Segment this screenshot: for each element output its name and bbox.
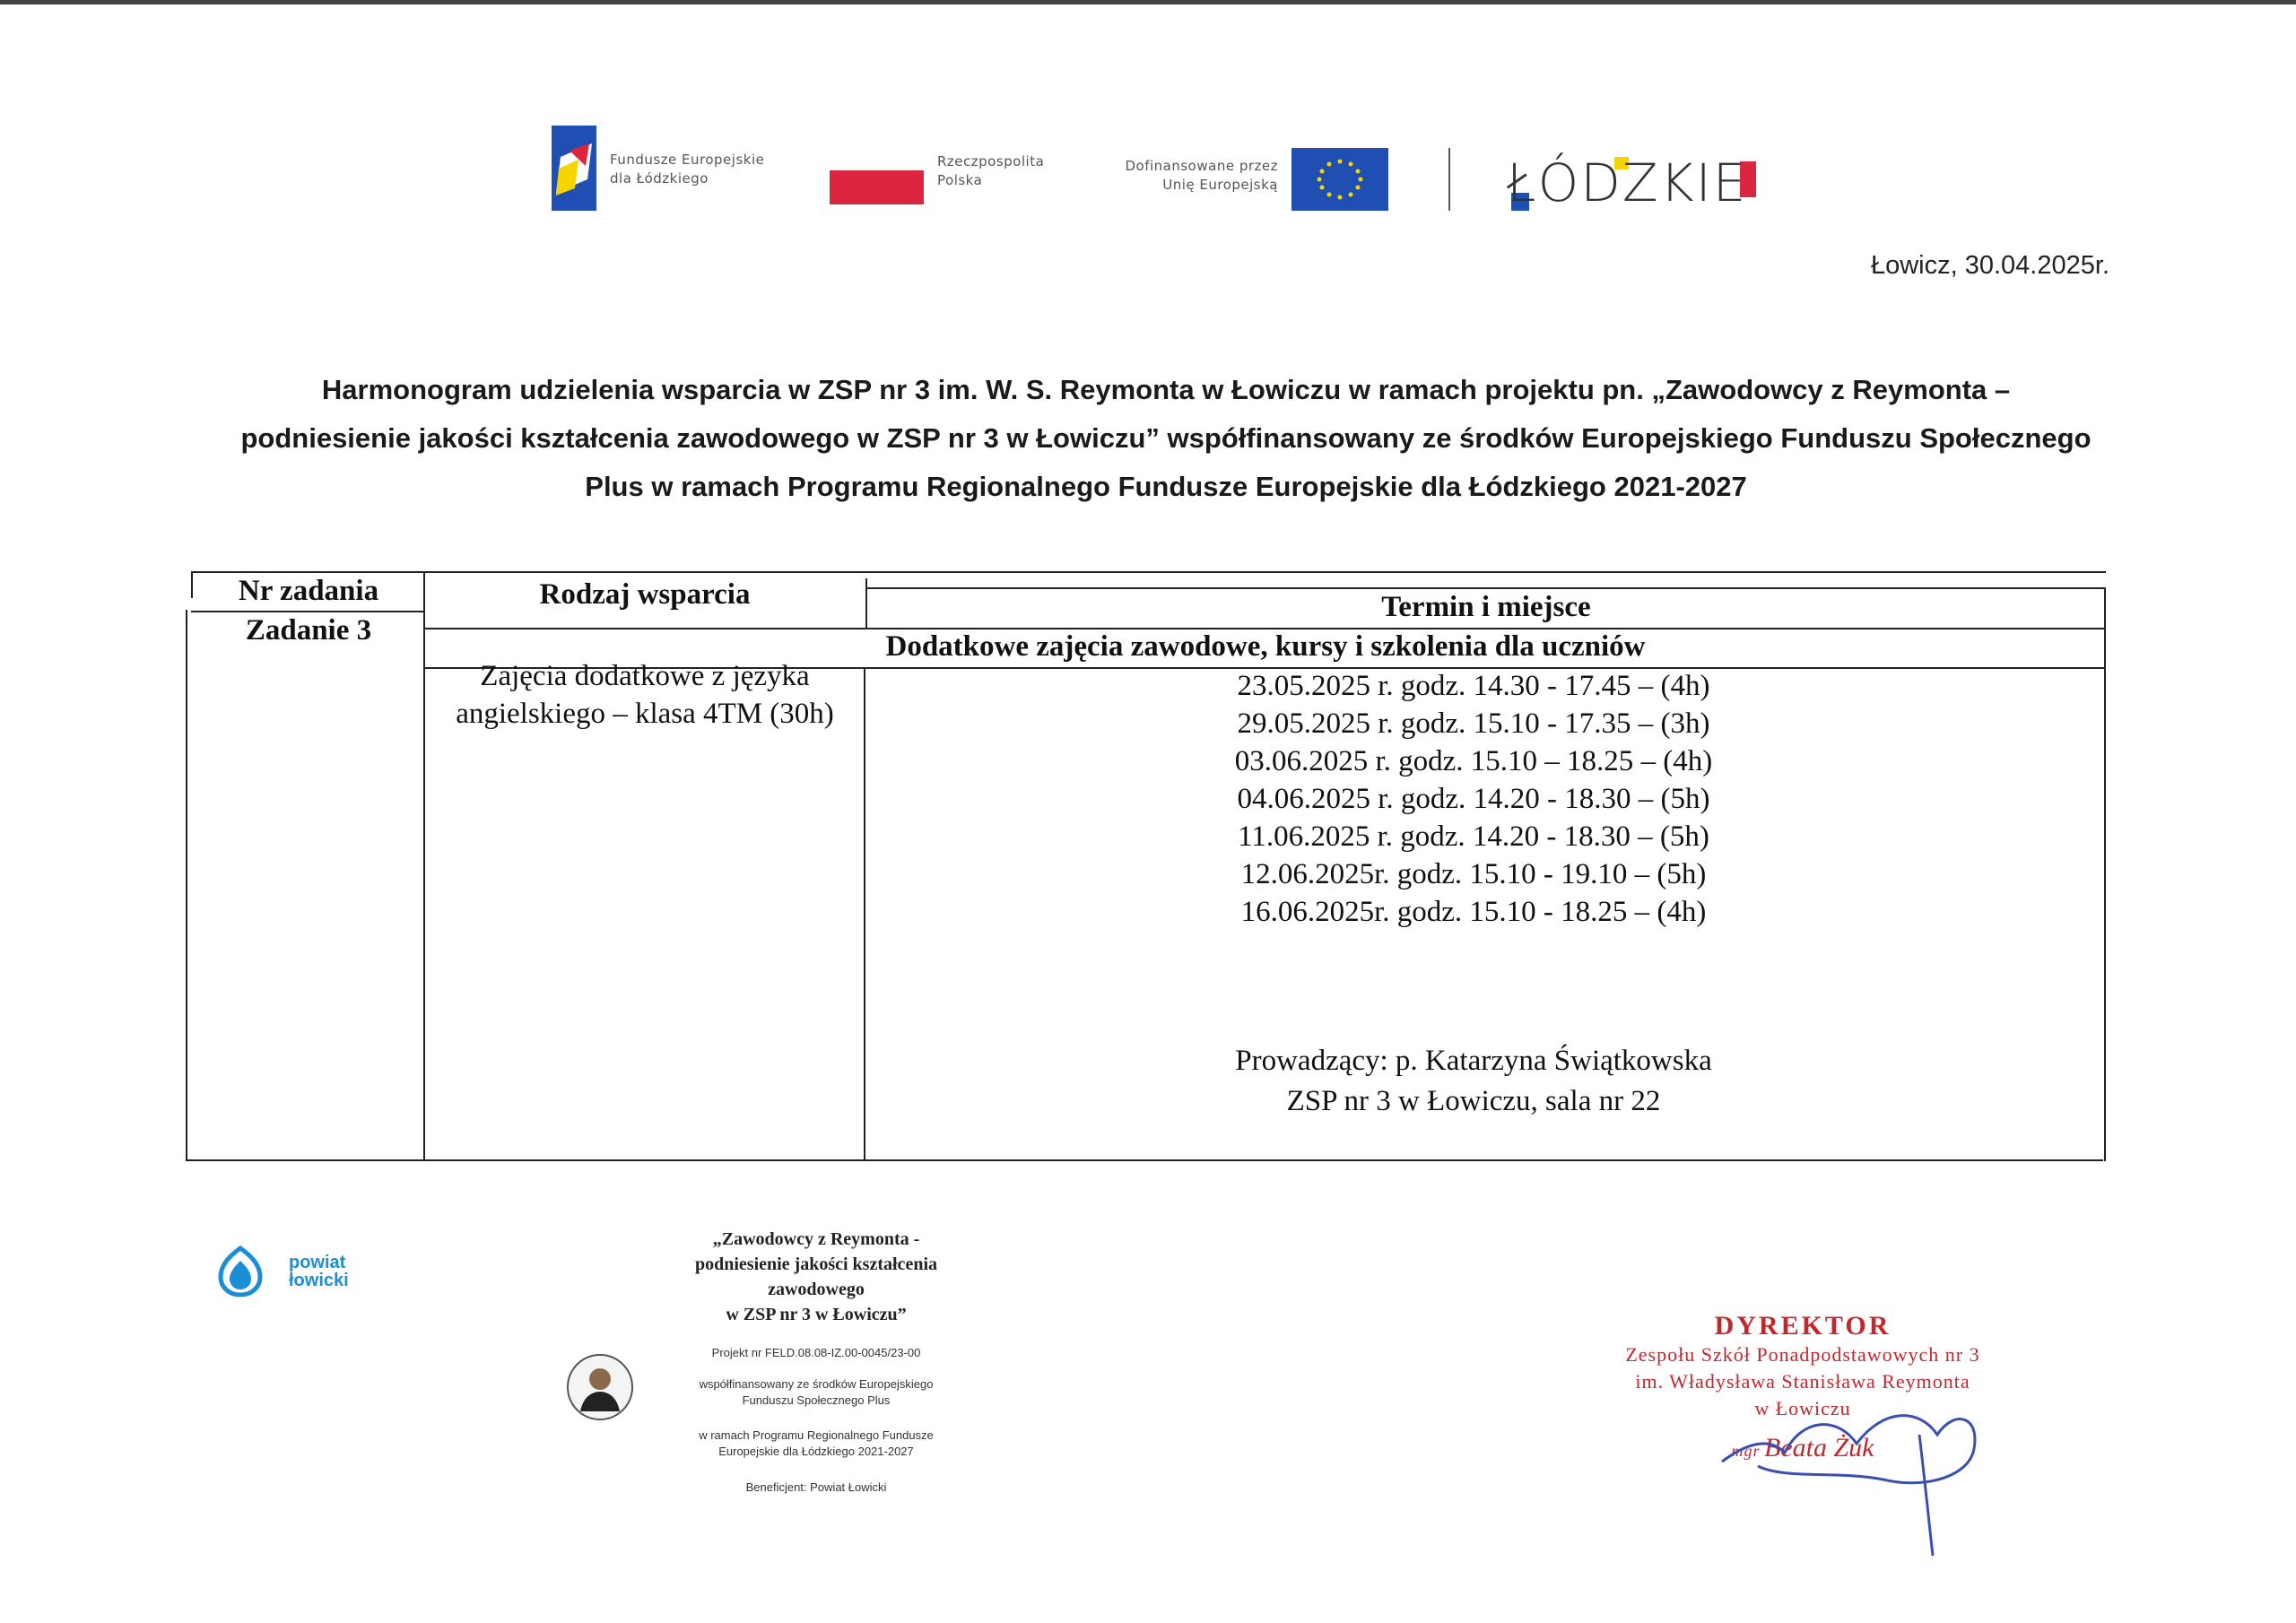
reymont-portrait-emblem <box>565 1352 635 1422</box>
powiat-label-line2: łowicki <box>289 1271 349 1290</box>
cofinanced-line: Funduszu Społecznego Plus <box>742 1393 891 1407</box>
header-termin-miejsce: Termin i miejsce <box>1381 591 1591 623</box>
project-title-line: podniesienie jakości kształcenia <box>694 1254 937 1274</box>
powiat-label-line1: powiat <box>289 1253 346 1272</box>
schedule-item: 23.05.2025 r. godz. 14.30 - 17.45 – (4h) <box>1237 670 1710 702</box>
project-number: Projekt nr FELD.08.08-IZ.00-0045/23-00 <box>711 1346 921 1359</box>
powiat-lowicki-icon <box>215 1245 265 1298</box>
cofinanced-text <box>637 1376 996 1409</box>
stamp-title: DYREKTOR <box>1714 1311 1892 1341</box>
header-rodzaj-wsparcia: Rodzaj wsparcia <box>539 578 751 611</box>
schedule-item: 12.06.2025r. godz. 15.10 - 19.10 – (5h) <box>1240 858 1707 890</box>
leader-place: ZSP nr 3 w Łowiczu, sala nr 22 <box>1286 1085 1661 1117</box>
stamp-line-3: w Łowiczu <box>1754 1397 1851 1419</box>
stamp-line-1: Zespołu Szkół Ponadpodstawowych nr 3 <box>1625 1343 1980 1366</box>
cofinanced-line: współfinansowany ze środków Europejskiego <box>699 1377 934 1391</box>
table-border-left-lower <box>186 610 187 1160</box>
program-text <box>637 1428 996 1460</box>
header-nr-zadania: Nr zadania <box>238 575 379 607</box>
table-border-top <box>193 571 2106 573</box>
stamp-name: Beata Żuk <box>1763 1433 1874 1462</box>
section-title: Dodatkowe zajęcia zawodowe, kursy i szkolenia dla uczniów <box>885 630 1646 663</box>
table-border-right <box>2104 587 2106 1161</box>
support-type <box>425 657 865 733</box>
stamp-line-2: im. Władysława Stanisława Reymonta <box>1635 1370 1970 1393</box>
rp-logo-line2: Polska <box>937 172 983 188</box>
schedule-item: 29.05.2025 r. godz. 15.10 - 17.35 – (3h) <box>1237 707 1710 740</box>
schedule-list <box>868 667 2079 931</box>
stamp-prefix: mgr <box>1731 1442 1761 1460</box>
project-title-line: „Zawodowcy z Reymonta - <box>712 1229 920 1249</box>
schedule-item: 11.06.2025 r. godz. 14.20 - 18.30 – (5h) <box>1238 820 1709 853</box>
col-sep-2-lower <box>864 668 865 1160</box>
eu-logo-line2: Unię Europejską <box>1162 177 1278 193</box>
fe-logo-line1: Fundusze Europejskie <box>610 152 765 168</box>
schedule-item: 16.06.2025r. godz. 15.10 - 18.25 – (4h) <box>1240 896 1707 928</box>
handwritten-signature <box>1704 1381 1991 1560</box>
eu-logo-line1: Dofinansowane przez <box>1125 158 1278 174</box>
project-title-line: zawodowego <box>768 1280 865 1299</box>
project-title-line: w ZSP nr 3 w Łowiczu” <box>726 1305 907 1324</box>
document-date: Łowicz, 30.04.2025r. <box>1870 251 2109 280</box>
support-type-line1: Zajęcia dodatkowe z języka <box>480 660 810 692</box>
fe-logo-line2: dla Łódzkiego <box>610 170 709 187</box>
rp-logo-line1: Rzeczpospolita <box>937 153 1045 169</box>
leader-info <box>868 1041 2079 1122</box>
title-line-3: Plus w ramach Programu Regionalnego Fundusze Europejskie dla Łódzkiego 2021-2027 <box>585 471 1747 502</box>
task-label: Zadanie 3 <box>245 614 372 647</box>
support-type-line2: angielskiego – klasa 4TM (30h) <box>456 698 834 730</box>
title-line-2: podniesienie jakości kształcenia zawodowego w ZSP nr 3 w Łowiczu” współfinansowany ze środków Europejskiego Funduszu Społecznego <box>240 422 2092 454</box>
title-line-1: Harmonogram udzielenia wsparcia w ZSP nr 3 im. W. S. Reymonta w Łowiczu w ramach projektu pn. „Zawodowcy z Reymonta – <box>321 374 2011 405</box>
lodzkie-logo-text: ŁÓDZKIE <box>1507 152 1748 213</box>
program-line: Europejskie dla Łódzkiego 2021-2027 <box>718 1445 914 1458</box>
table-border-bottom <box>186 1159 2103 1161</box>
leader-name: Prowadzący: p. Katarzyna Świątkowska <box>1235 1045 1712 1077</box>
beneficiary-text: Beneficjent: Powiat Łowicki <box>745 1480 887 1494</box>
project-title <box>637 1227 996 1327</box>
schedule-item: 03.06.2025 r. godz. 15.10 – 18.25 – (4h) <box>1234 745 1713 777</box>
schedule-item: 04.06.2025 r. godz. 14.20 - 18.30 – (5h) <box>1237 783 1710 815</box>
program-line: w ramach Programu Regionalnego Fundusze <box>699 1428 934 1442</box>
